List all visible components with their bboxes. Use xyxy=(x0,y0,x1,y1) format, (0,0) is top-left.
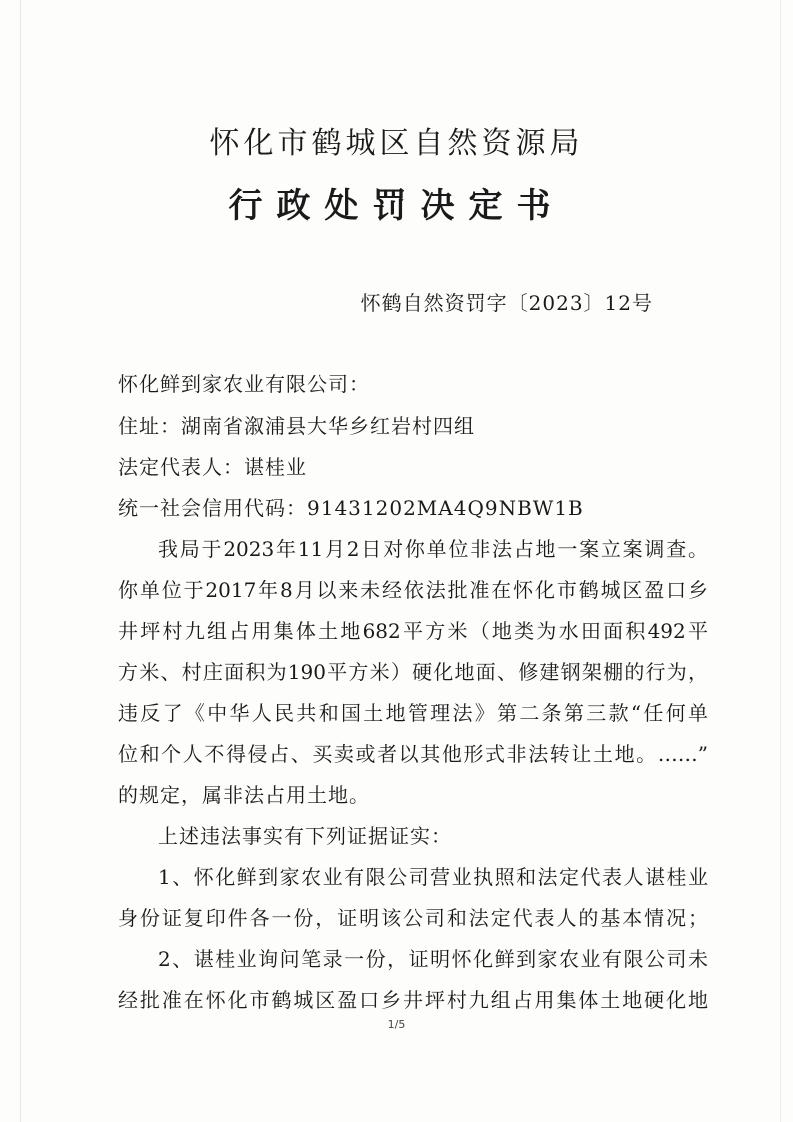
document-number: 怀鹤自然资罚字〔2023〕12号 xyxy=(360,291,653,315)
body-line: 我局于2023年11月2日对你单位非法占地一案立案调查。 xyxy=(158,537,708,561)
body-line: 上述违法事实有下列证据证实： xyxy=(158,824,452,848)
body-line: 的规定，属非法占用土地。 xyxy=(118,783,370,807)
body-line: 井坪村九组占用集体土地682平方米（地类为水田面积492平 xyxy=(118,619,708,643)
body-line: 你单位于2017年8月以来未经依法批准在怀化市鹤城区盈口乡 xyxy=(118,578,708,602)
page-number: 1/5 xyxy=(387,1018,406,1031)
recipient-address: 住址：湖南省溆浦县大华乡红岩村四组 xyxy=(118,414,475,438)
scan-edge-left xyxy=(20,0,21,1122)
recipient-name: 怀化鲜到家农业有限公司： xyxy=(118,372,370,396)
body-line: 身份证复印件各一份，证明该公司和法定代表人的基本情况； xyxy=(118,906,708,930)
body-line: 方米、村庄面积为190平方米）硬化地面、修建钢架棚的行为， xyxy=(118,660,708,684)
recipient-credit-code: 统一社会信用代码：91431202MA4Q9NBW1B xyxy=(118,496,584,520)
body-line: 2、谌桂业询问笔录一份，证明怀化鲜到家农业有限公司未 xyxy=(158,947,708,971)
recipient-legal-rep: 法定代表人：谌桂业 xyxy=(118,455,307,479)
body-line: 违反了《中华人民共和国土地管理法》第二条第三款“任何单 xyxy=(118,701,708,725)
body-line: 位和个人不得侵占、买卖或者以其他形式非法转让土地。……” xyxy=(118,742,708,766)
document-title: 行政处罚决定书 xyxy=(228,186,565,226)
body-line: 1、怀化鲜到家农业有限公司营业执照和法定代表人谌桂业 xyxy=(158,865,708,889)
agency-name: 怀化市鹤城区自然资源局 xyxy=(209,126,584,161)
scan-edge-right xyxy=(780,0,781,1122)
body-line: 经批准在怀化市鹤城区盈口乡井坪村九组占用集体土地硬化地 xyxy=(118,988,708,1012)
